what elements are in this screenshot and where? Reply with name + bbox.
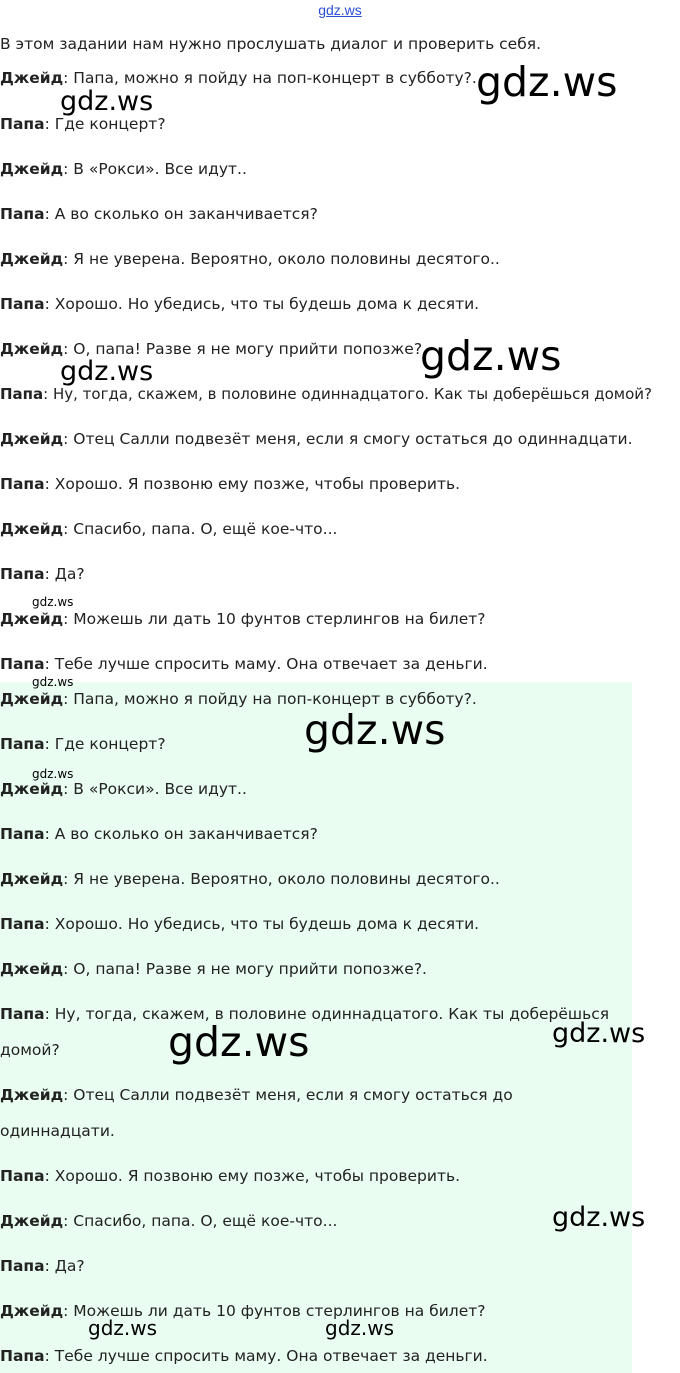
watermark: gdz.ws [32,595,74,609]
line-text: : Можешь ли дать 10 фунтов стерлингов на билет? [63,1302,486,1320]
line-text: : О, папа! Разве я не могу прийти попозже?. [63,340,427,358]
answer-line [0,1255,85,1277]
line-text: : В «Рокси». Все идут.. [63,780,247,798]
watermark: gdz.ws [552,1202,646,1233]
line-text: : Можешь ли дать 10 фунтов стерлингов на билет? [63,610,486,628]
dialogue-line [0,428,633,450]
speaker-name: Джейд [0,69,64,87]
dialogue-line [0,653,488,675]
line-text: : О, папа! Разве я не могу прийти попозже?. [63,960,427,978]
line-text: : Да? [44,1257,85,1275]
answer-line [0,996,620,1068]
speaker-name: Папа [0,735,45,753]
speaker-name: Папа [0,915,45,933]
watermark: gdz.ws [32,675,74,689]
line-text: : Спасибо, папа. О, ещё кое-что... [63,520,338,538]
line-text: : Хорошо. Но убедись, что ты будешь дома к десяти. [44,915,480,933]
watermark: gdz.ws [325,1316,395,1340]
speaker-name: Джейд [0,250,64,268]
speaker-name: Папа [0,1005,45,1023]
line-text: : Хорошо. Я позвоню ему позже, чтобы проверить. [44,475,461,493]
answer-line [0,733,166,755]
speaker-name: Джейд [0,870,64,888]
speaker-name: Папа [0,1347,45,1365]
line-text: : Папа, можно я пойду на поп-концерт в субботу?. [63,690,477,708]
speaker-name: Джейд [0,340,64,358]
watermark: gdz.ws [60,86,154,117]
speaker-name: Джейд [0,780,64,798]
line-text: : Тебе лучше спросить маму. Она отвечает за деньги. [44,1347,488,1365]
watermark: gdz.ws [88,1316,158,1340]
dialogue-line [0,473,460,495]
dialogue-line [0,293,479,315]
watermark: gdz.ws [60,356,154,387]
watermark: gdz.ws [552,1018,646,1049]
line-text: : Где концерт? [44,115,166,133]
line-text: : Да? [44,565,85,583]
line-text: : Где концерт? [44,735,166,753]
dialogue-line [0,203,318,225]
line-text: : А во сколько он заканчивается? [44,205,318,223]
dialogue-line [0,518,337,540]
speaker-name: Папа [0,295,45,313]
line-text: : Я не уверена. Вероятно, около половины десятого.. [63,250,500,268]
answer-line [0,868,500,890]
dialogue-line [0,248,500,270]
answer-line [0,1345,488,1367]
speaker-name: Папа [0,825,45,843]
watermark: gdz.ws [420,332,562,380]
site-link[interactable]: gdz.ws [318,2,362,18]
line-text: : Ну, тогда, скажем, в половине одиннадцатого. Как ты доберёшься домой? [0,1005,610,1059]
answer-line [0,1165,460,1187]
speaker-name: Джейд [0,1086,64,1104]
answer-line [0,958,427,980]
dialogue-line [0,563,85,585]
speaker-name: Папа [0,385,44,403]
line-text: : Папа, можно я пойду на поп-концерт в субботу?. [63,69,477,87]
dialogue-line [0,158,247,180]
speaker-name: Папа [0,1167,45,1185]
watermark: gdz.ws [32,767,74,781]
speaker-name: Папа [0,565,45,583]
speaker-name: Джейд [0,160,64,178]
line-text: : Тебе лучше спросить маму. Она отвечает за деньги. [44,655,488,673]
line-text: : Ну, тогда, скажем, в половине одиннадцатого. Как ты доберёшься домой? [43,385,652,403]
line-text: : В «Рокси». Все идут.. [63,160,247,178]
answer-line [0,1210,337,1232]
speaker-name: Джейд [0,520,64,538]
speaker-name: Папа [0,115,45,133]
speaker-name: Джейд [0,1212,64,1230]
speaker-name: Джейд [0,1302,64,1320]
speaker-name: Папа [0,205,45,223]
dialogue-line [0,608,486,630]
line-text: : Спасибо, папа. О, ещё кое-что... [63,1212,338,1230]
answer-line [0,913,479,935]
watermark: gdz.ws [168,1018,310,1066]
speaker-name: Джейд [0,690,64,708]
speaker-name: Папа [0,655,45,673]
line-text: : А во сколько он заканчивается? [44,825,318,843]
speaker-name: Джейд [0,610,64,628]
watermark: gdz.ws [476,58,618,106]
speaker-name: Джейд [0,430,64,448]
line-text: : Хорошо. Но убедись, что ты будешь дома к десяти. [44,295,480,313]
answer-line [0,778,247,800]
line-text: : Я не уверена. Вероятно, около половины десятого.. [63,870,500,888]
intro-text: В этом задании нам нужно прослушать диалог и проверить себя. [0,35,542,53]
answer-line [0,1077,620,1149]
speaker-name: Папа [0,1257,45,1275]
watermark: gdz.ws [304,706,446,754]
line-text: : Отец Салли подвезёт меня, если я смогу остаться до одиннадцати. [63,430,633,448]
answer-line [0,823,318,845]
answer-line [0,1300,486,1322]
speaker-name: Джейд [0,960,64,978]
speaker-name: Папа [0,475,45,493]
line-text: : Хорошо. Я позвоню ему позже, чтобы проверить. [44,1167,461,1185]
line-text: : Отец Салли подвезёт меня, если я смогу остаться до одиннадцати. [0,1086,513,1140]
